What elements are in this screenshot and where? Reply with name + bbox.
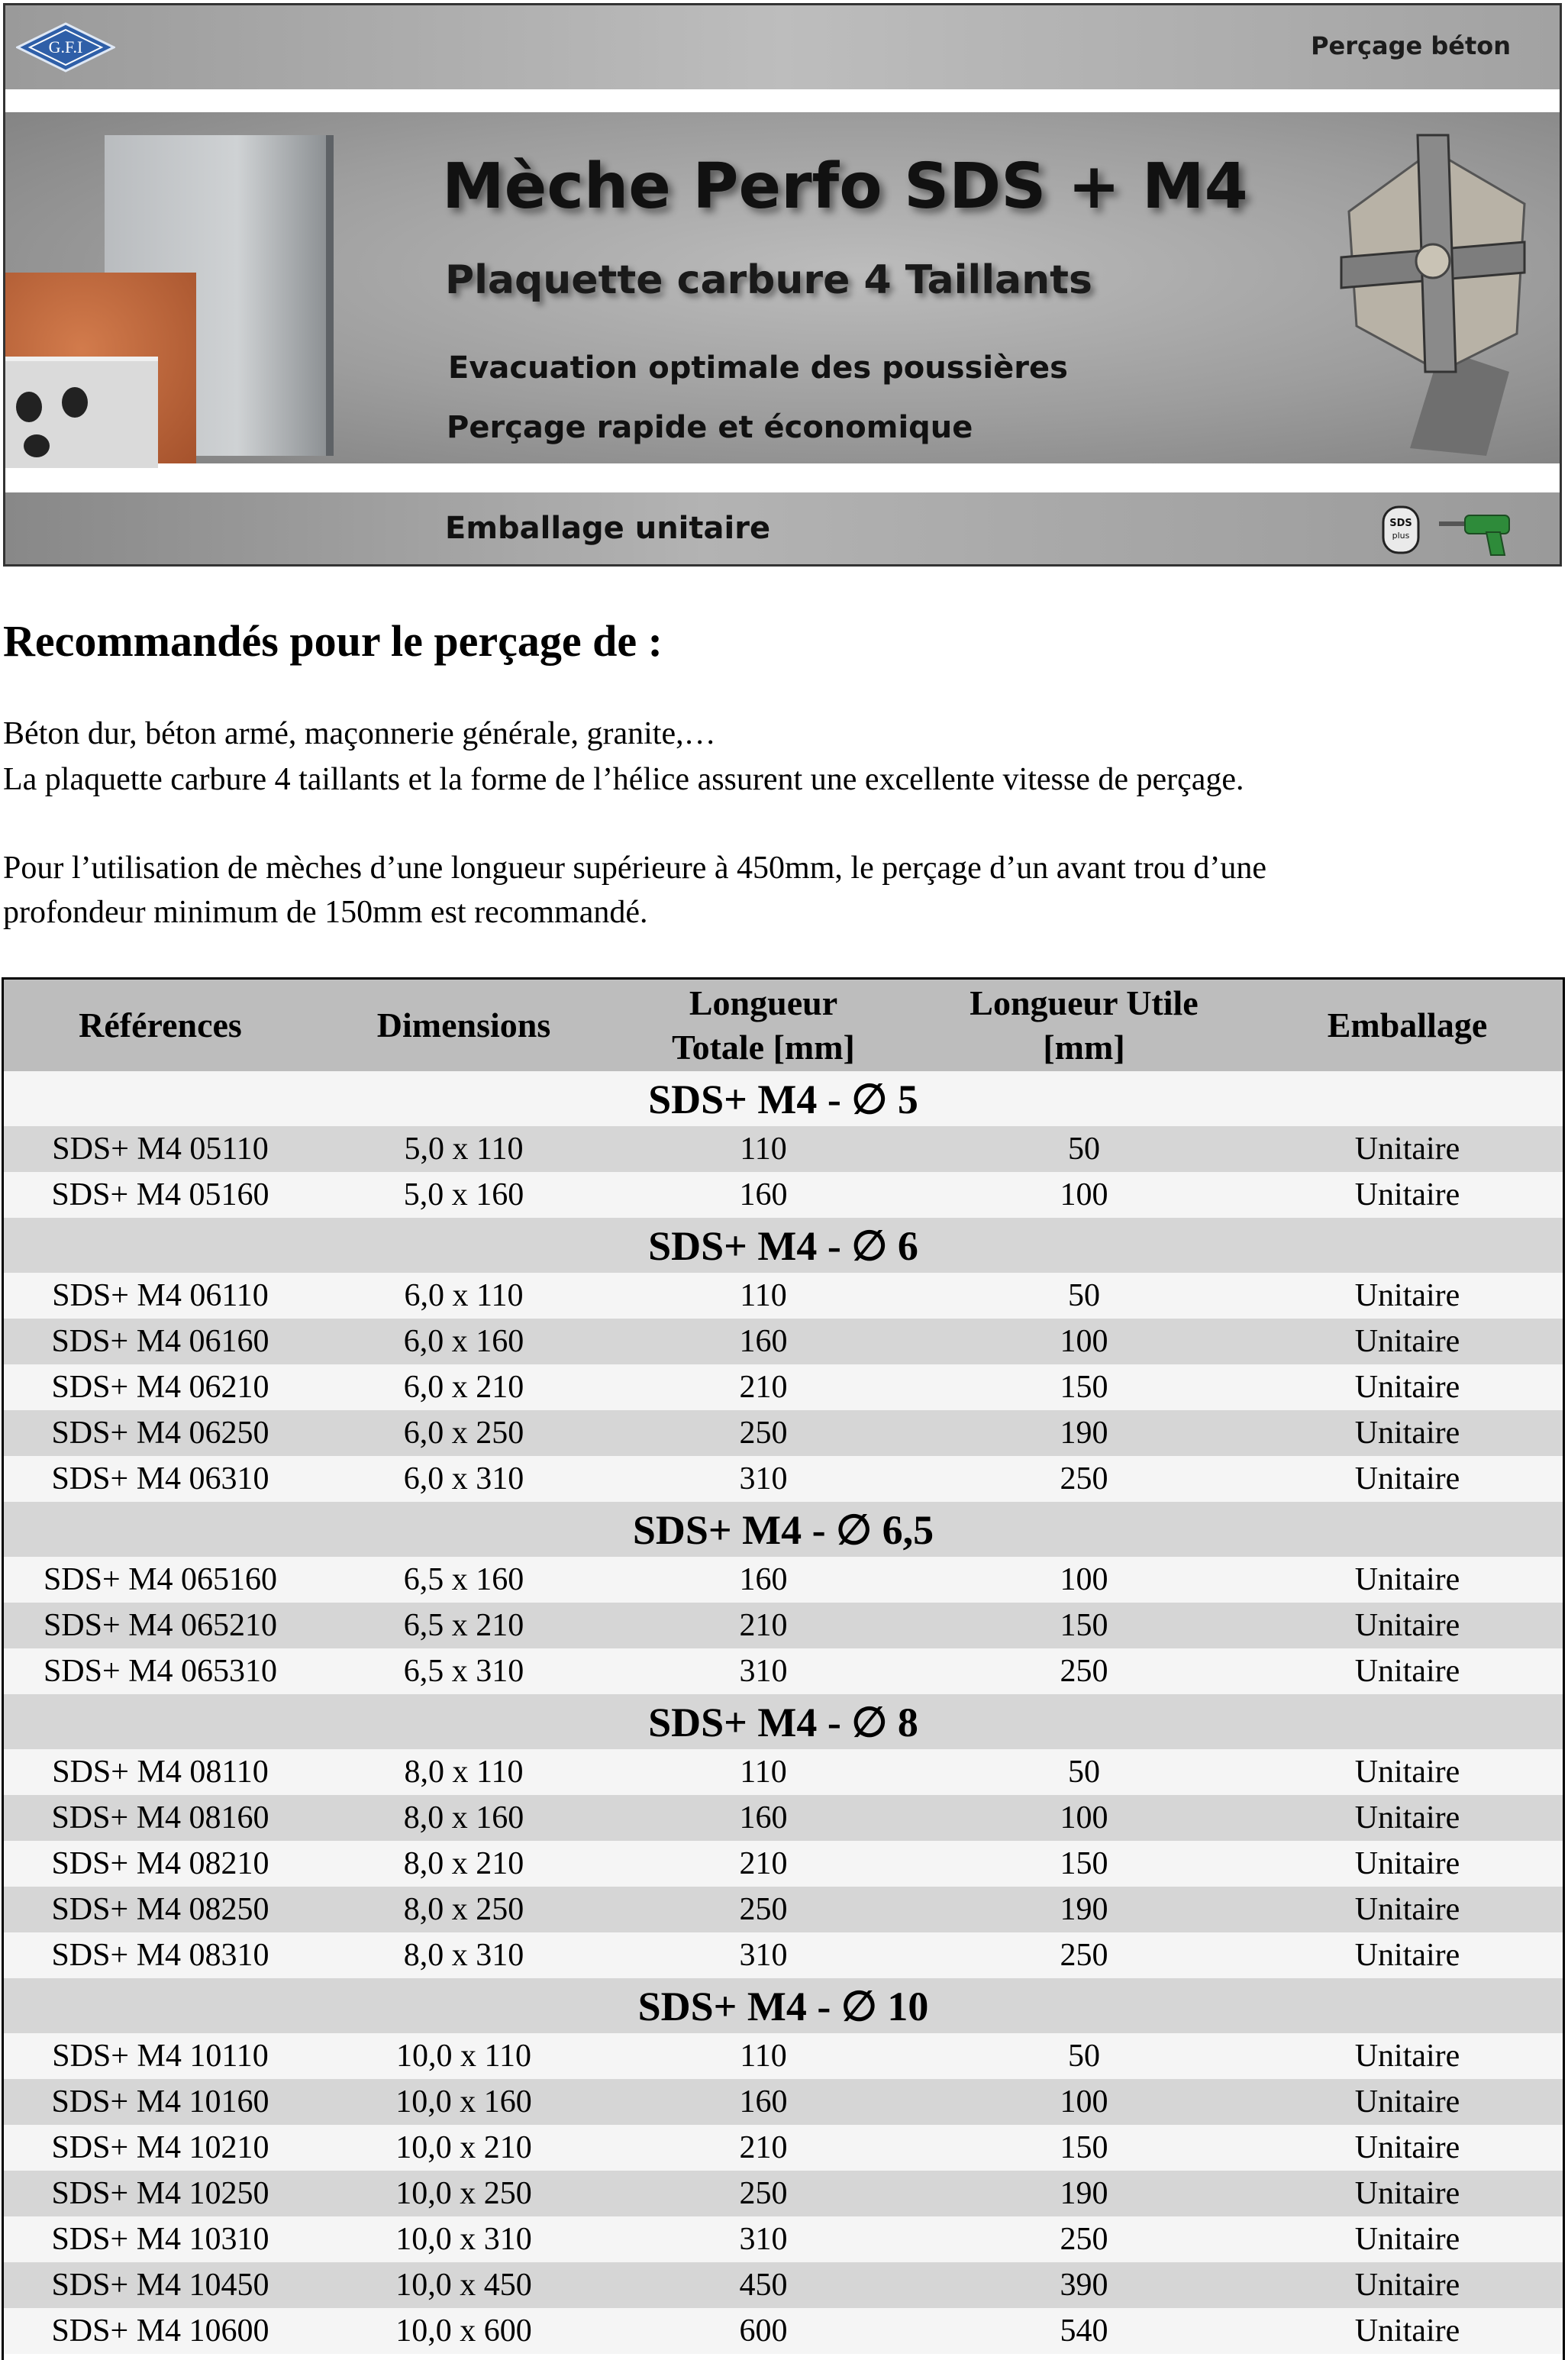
cell-dimensions: 8,0 x 160 bbox=[317, 1795, 611, 1841]
cell-useful-length: 50 bbox=[916, 1126, 1252, 1172]
product-subtitle: Plaquette carbure 4 Taillants bbox=[445, 257, 1092, 303]
table-row bbox=[4, 2033, 1563, 2079]
group-header-row bbox=[4, 1978, 1563, 2033]
table-row bbox=[4, 2171, 1563, 2216]
cell-packaging: Unitaire bbox=[1252, 1887, 1563, 1932]
cell-reference: SDS+ M4 08250 bbox=[4, 1887, 317, 1932]
table-row bbox=[4, 1841, 1563, 1887]
cell-total-length: 600 bbox=[611, 2308, 916, 2354]
cell-total-length: 310 bbox=[611, 2216, 916, 2262]
cell-total-length: 210 bbox=[611, 1364, 916, 1410]
recommendation-text-line2: profondeur minimum de 150mm est recommandé. bbox=[3, 895, 648, 930]
cell-total-length: 110 bbox=[611, 1273, 916, 1319]
cell-total-length: 310 bbox=[611, 1648, 916, 1694]
cell-total-length: 210 bbox=[611, 1603, 916, 1648]
cell-packaging: Unitaire bbox=[1252, 1557, 1563, 1603]
cell-total-length: 110 bbox=[611, 1126, 916, 1172]
table-row bbox=[4, 1126, 1563, 1172]
cell-dimensions: 8,0 x 310 bbox=[317, 1932, 611, 1978]
table-row bbox=[4, 1410, 1563, 1456]
cell-useful-length: 250 bbox=[916, 1932, 1252, 1978]
group-title: SDS+ M4 - ∅ 8 bbox=[4, 1694, 1563, 1749]
banner-bottom-band bbox=[5, 492, 1560, 567]
cell-dimensions: 6,5 x 310 bbox=[317, 1648, 611, 1694]
cell-dimensions: 6,0 x 160 bbox=[317, 1319, 611, 1364]
cell-dimensions: 5,0 x 110 bbox=[317, 1126, 611, 1172]
cell-reference: SDS+ M4 08310 bbox=[4, 1932, 317, 1978]
cell-reference: SDS+ M4 10250 bbox=[4, 2171, 317, 2216]
header-packaging: Emballage bbox=[1252, 980, 1563, 1071]
cell-total-length: 160 bbox=[611, 1172, 916, 1218]
cell-reference: SDS+ M4 065310 bbox=[4, 1648, 317, 1694]
cell-dimensions: 10,0 x 160 bbox=[317, 2079, 611, 2125]
cell-total-length: 210 bbox=[611, 1841, 916, 1887]
cell-reference: SDS+ M4 10210 bbox=[4, 2125, 317, 2171]
cell-reference: SDS+ M4 05110 bbox=[4, 1126, 317, 1172]
cell-packaging: Unitaire bbox=[1252, 1841, 1563, 1887]
cell-packaging: Unitaire bbox=[1252, 1648, 1563, 1694]
references-table bbox=[4, 980, 1563, 2354]
cell-useful-length: 50 bbox=[916, 1749, 1252, 1795]
cell-reference: SDS+ M4 065210 bbox=[4, 1603, 317, 1648]
table-row bbox=[4, 1749, 1563, 1795]
product-title: Mèche Perfo SDS + M4 bbox=[442, 150, 1248, 223]
cell-total-length: 110 bbox=[611, 2033, 916, 2079]
svg-text:SDS: SDS bbox=[1389, 518, 1412, 529]
table-row bbox=[4, 1456, 1563, 1502]
cell-total-length: 250 bbox=[611, 2171, 916, 2216]
table-row bbox=[4, 2216, 1563, 2262]
cell-reference: SDS+ M4 06210 bbox=[4, 1364, 317, 1410]
sds-plus-icon bbox=[1381, 505, 1421, 555]
hammer-drill-icon bbox=[1431, 509, 1523, 557]
group-header-row bbox=[4, 1071, 1563, 1126]
cell-packaging: Unitaire bbox=[1252, 2125, 1563, 2171]
cell-dimensions: 10,0 x 600 bbox=[317, 2308, 611, 2354]
cell-packaging: Unitaire bbox=[1252, 1749, 1563, 1795]
cell-dimensions: 10,0 x 110 bbox=[317, 2033, 611, 2079]
cell-dimensions: 6,0 x 110 bbox=[317, 1273, 611, 1319]
cell-reference: SDS+ M4 06110 bbox=[4, 1273, 317, 1319]
cell-useful-length: 100 bbox=[916, 1172, 1252, 1218]
cell-dimensions: 8,0 x 210 bbox=[317, 1841, 611, 1887]
table-row bbox=[4, 2079, 1563, 2125]
cell-packaging: Unitaire bbox=[1252, 1932, 1563, 1978]
cell-reference: SDS+ M4 08160 bbox=[4, 1795, 317, 1841]
cell-packaging: Unitaire bbox=[1252, 1795, 1563, 1841]
cell-useful-length: 250 bbox=[916, 1456, 1252, 1502]
banner-divider bbox=[5, 463, 1560, 492]
description-text: La plaquette carbure 4 taillants et la forme de l’hélice assurent une excellente vitesse de perçage. bbox=[3, 762, 1244, 797]
cell-useful-length: 100 bbox=[916, 1319, 1252, 1364]
cell-reference: SDS+ M4 10600 bbox=[4, 2308, 317, 2354]
cell-useful-length: 150 bbox=[916, 2125, 1252, 2171]
table-row bbox=[4, 1364, 1563, 1410]
recommendations-heading: Recommandés pour le perçage de : bbox=[3, 616, 663, 666]
svg-text:plus: plus bbox=[1392, 531, 1410, 541]
group-title: SDS+ M4 - ∅ 6 bbox=[4, 1218, 1563, 1273]
table-row bbox=[4, 1603, 1563, 1648]
cell-total-length: 160 bbox=[611, 2079, 916, 2125]
cell-total-length: 160 bbox=[611, 1557, 916, 1603]
packaging-label: Emballage unitaire bbox=[445, 511, 771, 546]
cell-dimensions: 6,0 x 310 bbox=[317, 1456, 611, 1502]
table-row bbox=[4, 1648, 1563, 1694]
header-dimensions: Dimensions bbox=[317, 980, 611, 1071]
recommendation-text-line1: Pour l’utilisation de mèches d’une longueur supérieure à 450mm, le perçage d’un avant trou d’une bbox=[3, 851, 1266, 886]
table-row bbox=[4, 1795, 1563, 1841]
cell-useful-length: 100 bbox=[916, 2079, 1252, 2125]
cell-reference: SDS+ M4 10110 bbox=[4, 2033, 317, 2079]
group-header-row bbox=[4, 1502, 1563, 1557]
header-useful-length: Longueur Utile [mm] bbox=[916, 980, 1252, 1071]
cell-useful-length: 50 bbox=[916, 1273, 1252, 1319]
cell-packaging: Unitaire bbox=[1252, 2033, 1563, 2079]
cell-total-length: 160 bbox=[611, 1319, 916, 1364]
table-row bbox=[4, 1319, 1563, 1364]
group-title: SDS+ M4 - ∅ 6,5 bbox=[4, 1502, 1563, 1557]
group-header-row bbox=[4, 1694, 1563, 1749]
cell-reference: SDS+ M4 08110 bbox=[4, 1749, 317, 1795]
cell-useful-length: 250 bbox=[916, 2216, 1252, 2262]
table-row bbox=[4, 1273, 1563, 1319]
cell-total-length: 210 bbox=[611, 2125, 916, 2171]
cell-packaging: Unitaire bbox=[1252, 2262, 1563, 2308]
table-row bbox=[4, 1932, 1563, 1978]
cell-packaging: Unitaire bbox=[1252, 1410, 1563, 1456]
cell-dimensions: 10,0 x 310 bbox=[317, 2216, 611, 2262]
cell-dimensions: 10,0 x 210 bbox=[317, 2125, 611, 2171]
feature-dust-evacuation: Evacuation optimale des poussières bbox=[448, 350, 1068, 386]
table-row bbox=[4, 1887, 1563, 1932]
table-header-row bbox=[4, 980, 1563, 1071]
gfi-logo bbox=[16, 22, 115, 73]
materials-text: Béton dur, béton armé, maçonnerie générale, granite,… bbox=[3, 716, 716, 751]
cell-dimensions: 8,0 x 250 bbox=[317, 1887, 611, 1932]
masonry-illustration bbox=[5, 112, 364, 463]
cell-useful-length: 150 bbox=[916, 1603, 1252, 1648]
cell-reference: SDS+ M4 10450 bbox=[4, 2262, 317, 2308]
logo-text: G.F.I bbox=[48, 37, 83, 56]
cell-reference: SDS+ M4 10310 bbox=[4, 2216, 317, 2262]
cell-dimensions: 6,5 x 160 bbox=[317, 1557, 611, 1603]
cell-useful-length: 190 bbox=[916, 1887, 1252, 1932]
cell-useful-length: 100 bbox=[916, 1557, 1252, 1603]
header-references: Références bbox=[4, 980, 317, 1071]
cell-packaging: Unitaire bbox=[1252, 1126, 1563, 1172]
cell-useful-length: 150 bbox=[916, 1364, 1252, 1410]
cell-useful-length: 540 bbox=[916, 2308, 1252, 2354]
cell-total-length: 160 bbox=[611, 1795, 916, 1841]
group-header-row bbox=[4, 1218, 1563, 1273]
cell-reference: SDS+ M4 10160 bbox=[4, 2079, 317, 2125]
cell-reference: SDS+ M4 06160 bbox=[4, 1319, 317, 1364]
group-title: SDS+ M4 - ∅ 5 bbox=[4, 1071, 1563, 1126]
cell-useful-length: 390 bbox=[916, 2262, 1252, 2308]
table-row bbox=[4, 2308, 1563, 2354]
cell-packaging: Unitaire bbox=[1252, 1603, 1563, 1648]
cell-useful-length: 50 bbox=[916, 2033, 1252, 2079]
cell-total-length: 250 bbox=[611, 1410, 916, 1456]
cell-total-length: 450 bbox=[611, 2262, 916, 2308]
cell-useful-length: 190 bbox=[916, 1410, 1252, 1456]
cell-dimensions: 8,0 x 110 bbox=[317, 1749, 611, 1795]
table-body bbox=[4, 1071, 1563, 2354]
cell-total-length: 250 bbox=[611, 1887, 916, 1932]
feature-fast-drilling: Perçage rapide et économique bbox=[447, 410, 973, 445]
drill-bit-image bbox=[1318, 120, 1540, 456]
cell-total-length: 310 bbox=[611, 1932, 916, 1978]
cell-packaging: Unitaire bbox=[1252, 1172, 1563, 1218]
cell-packaging: Unitaire bbox=[1252, 2079, 1563, 2125]
cell-packaging: Unitaire bbox=[1252, 1456, 1563, 1502]
cell-packaging: Unitaire bbox=[1252, 1273, 1563, 1319]
table-row bbox=[4, 1172, 1563, 1218]
product-table bbox=[2, 977, 1565, 2360]
table-row bbox=[4, 2125, 1563, 2171]
cell-reference: SDS+ M4 05160 bbox=[4, 1172, 317, 1218]
cell-dimensions: 6,0 x 250 bbox=[317, 1410, 611, 1456]
cell-dimensions: 10,0 x 250 bbox=[317, 2171, 611, 2216]
cell-packaging: Unitaire bbox=[1252, 2171, 1563, 2216]
cell-packaging: Unitaire bbox=[1252, 2308, 1563, 2354]
group-title: SDS+ M4 - ∅ 10 bbox=[4, 1978, 1563, 2033]
cell-dimensions: 6,5 x 210 bbox=[317, 1603, 611, 1648]
cell-useful-length: 250 bbox=[916, 1648, 1252, 1694]
cell-total-length: 310 bbox=[611, 1456, 916, 1502]
table-row bbox=[4, 1557, 1563, 1603]
cell-reference: SDS+ M4 06250 bbox=[4, 1410, 317, 1456]
cell-useful-length: 150 bbox=[916, 1841, 1252, 1887]
cell-dimensions: 10,0 x 450 bbox=[317, 2262, 611, 2308]
cell-total-length: 110 bbox=[611, 1749, 916, 1795]
cell-packaging: Unitaire bbox=[1252, 1364, 1563, 1410]
cell-reference: SDS+ M4 065160 bbox=[4, 1557, 317, 1603]
cell-reference: SDS+ M4 08210 bbox=[4, 1841, 317, 1887]
cell-packaging: Unitaire bbox=[1252, 1319, 1563, 1364]
cell-dimensions: 5,0 x 160 bbox=[317, 1172, 611, 1218]
product-banner bbox=[3, 3, 1562, 567]
cell-useful-length: 100 bbox=[916, 1795, 1252, 1841]
banner-divider bbox=[5, 89, 1560, 112]
cell-packaging: Unitaire bbox=[1252, 2216, 1563, 2262]
cell-dimensions: 6,0 x 210 bbox=[317, 1364, 611, 1410]
table-row bbox=[4, 2262, 1563, 2308]
cell-reference: SDS+ M4 06310 bbox=[4, 1456, 317, 1502]
cell-useful-length: 190 bbox=[916, 2171, 1252, 2216]
category-label: Perçage béton bbox=[1311, 31, 1511, 60]
header-total-length: Longueur Totale [mm] bbox=[611, 980, 916, 1071]
